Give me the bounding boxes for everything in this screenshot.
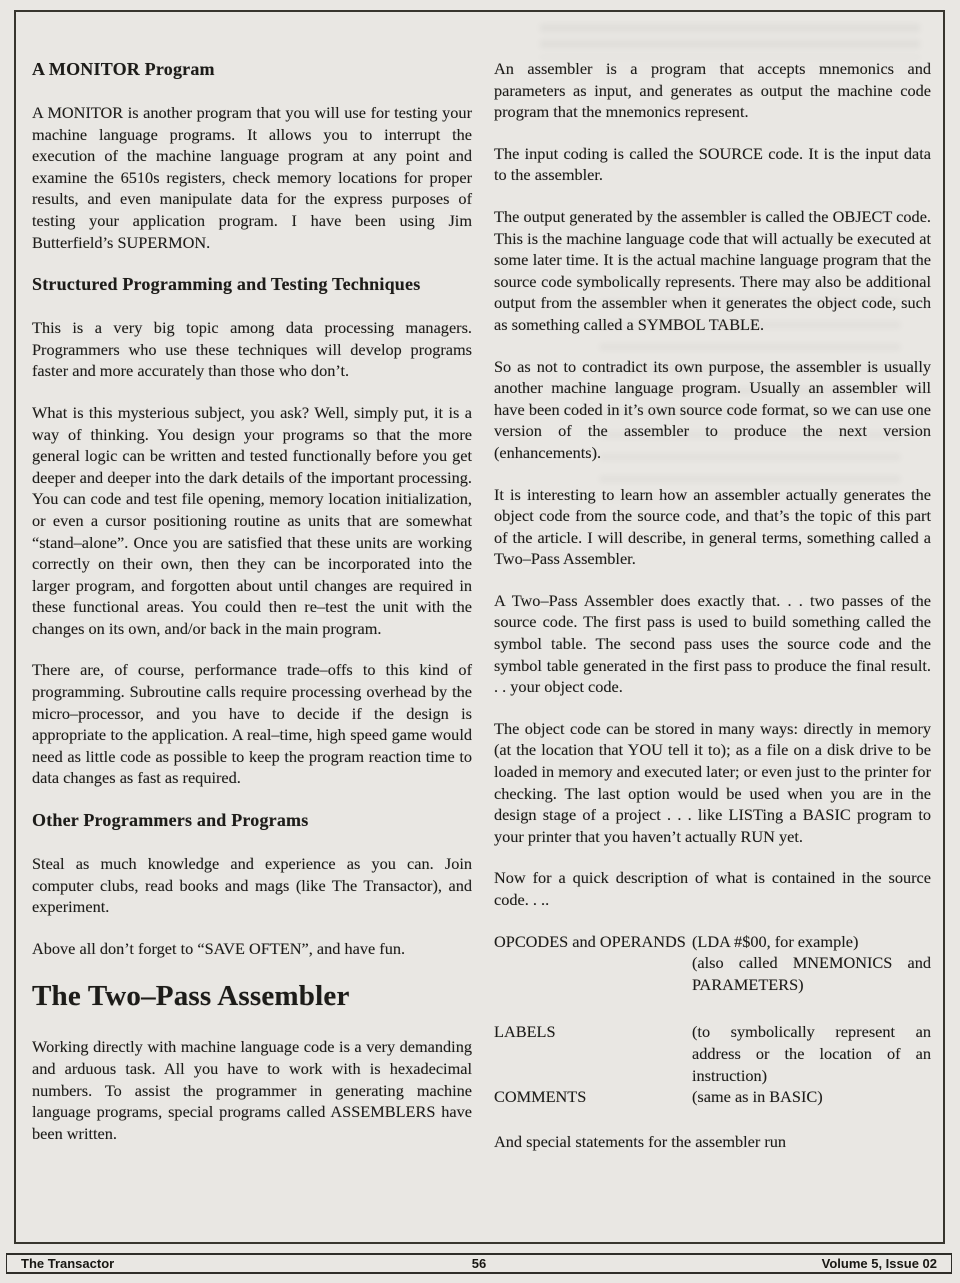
definition-description bbox=[692, 1086, 931, 1108]
definition-row-comments bbox=[494, 1086, 931, 1108]
paragraph: What is this mysterious subject, you ask? Well, simply put, it is a way of thinking. You design your programs so that the more general logic can be written and tested functionally before you get deeper and deeper into the dark details of the important processing. You can code and test file opening, memory location initialization, or even a cursor positioning routine as units that are somewhat “stand–alone”. Once you are satisfied that these units are working correctly on their own, then they can be incorporated into the larger program, and forgotten about until changes are required in these functional areas. You could then re–test the unit with the changes on its own, and/or back in the main program. bbox=[32, 402, 472, 638]
paragraph: The output generated by the assembler is called the OBJECT code. This is the machine language code that will actually be executed at some later time. It is the actual machine language program that the source code symbolically represents. There may also be additional output from the assembler when it generates the object code, such as something called a SYMBOL TABLE. bbox=[494, 206, 931, 334]
paragraph: Now for a quick description of what is contained in the source code. . .. bbox=[494, 868, 931, 909]
source-code-definition-list bbox=[494, 931, 931, 1108]
paragraph: It is interesting to learn how an assembler actually generates the object code from the source code, and that’s the topic of this part of the article. I will describe, in general terms, something called a Two–Pass Assembler. bbox=[494, 484, 931, 569]
page-frame bbox=[14, 10, 945, 1244]
footer-issue-label: Volume 5, Issue 02 bbox=[821, 1256, 937, 1271]
paragraph: A MONITOR is another program that you will use for testing your machine language programs. It allows you to interrupt the execution of the machine language program at any point and examine the 6510s registers, check memory locations for proper results, and even manipulate data for the express purposes of testing your application program. I have been using Jim Butterfield’s SUPERMON. bbox=[32, 103, 472, 252]
definition-description bbox=[692, 931, 931, 996]
footer-page-number: 56 bbox=[471, 1256, 487, 1271]
paragraph: The input coding is called the SOURCE code. It is the input data to the assembler. bbox=[494, 143, 931, 185]
article-title-two-pass-assembler: The Two–Pass Assembler bbox=[32, 980, 350, 1013]
footer bbox=[6, 1253, 952, 1274]
definition-description-line: (same as in BASIC) bbox=[692, 1087, 823, 1107]
definition-term: OPCODES and OPERANDS bbox=[494, 931, 686, 951]
paragraph: An assembler is a program that accepts mnemonics and parameters as input, and generates as output the machine code program that the mnemonics represent. bbox=[494, 59, 931, 122]
paragraph: So as not to contradict its own purpose, the assembler is usually another machine language program. Usually an assembler will have been coded in it’s own source code format, so we can use one version of the assembler to produce the next version (enhancements). bbox=[494, 356, 931, 462]
definition-term: COMMENTS bbox=[494, 1087, 587, 1107]
paragraph: The object code can be stored in many ways: directly in memory (at the location that YOU tell it to); as a file on a disk drive to be loaded in memory and executed later; or even just to the printer for checking. The last option would be used when you are in the design stage of a project . . . like LISTing a BASIC program to your printer that you haven’t actually RUN yet. bbox=[494, 718, 931, 846]
section-heading-structured-programming: Structured Programming and Testing Techniques bbox=[32, 274, 421, 295]
definition-description-line: (to symbolically represent an address or the location of an instruction) bbox=[692, 1022, 931, 1085]
definition-term: LABELS bbox=[494, 1022, 556, 1042]
right-column bbox=[494, 58, 931, 1242]
paragraph: There are, of course, performance trade–offs to this kind of programming. Subroutine calls require processing overhead by the micro–processor, and you have to decide if the design is appropriate to the application. A real–time, high speed game would need as little code as possible to keep the program reaction time to data changes as fast as required. bbox=[32, 660, 472, 788]
paragraph: Working directly with machine language code is a very demanding and arduous task. All you have to work with is hexadecimal numbers. To assist the programmer in generating machine language programs, special programs called ASSEMBLERS have been written. bbox=[32, 1037, 472, 1143]
section-heading-monitor-program: A MONITOR Program bbox=[32, 59, 215, 79]
definition-description bbox=[692, 1021, 931, 1086]
definition-row-labels bbox=[494, 1021, 931, 1086]
closing-statement: And special statements for the assembler run bbox=[494, 1131, 787, 1151]
paragraph: Above all don’t forget to “SAVE OFTEN”, and have fun. bbox=[32, 938, 406, 958]
paragraph: This is a very big topic among data processing managers. Programmers who use these techniques will develop programs faster and more accurately than those who don’t. bbox=[32, 318, 472, 381]
footer-publication-name: The Transactor bbox=[21, 1256, 115, 1271]
definition-description-line: (LDA #$00, for example) bbox=[692, 931, 859, 951]
paragraph: A Two–Pass Assembler does exactly that. . . two passes of the source code. The first pass is used to build something called the symbol table. The second pass uses the source code and the symbol table generated in the first pass to produce the final result. . . your object code. bbox=[494, 590, 931, 697]
definition-row-opcodes bbox=[494, 931, 931, 996]
definition-description-line: (also called MNEMONICS and PARAMETERS) bbox=[692, 953, 931, 994]
section-heading-other-programmers: Other Programmers and Programs bbox=[32, 810, 309, 831]
left-column bbox=[32, 58, 472, 1242]
paragraph: Steal as much knowledge and experience as you can. Join computer clubs, read books and mags (like The Transactor), and experiment. bbox=[32, 854, 472, 917]
